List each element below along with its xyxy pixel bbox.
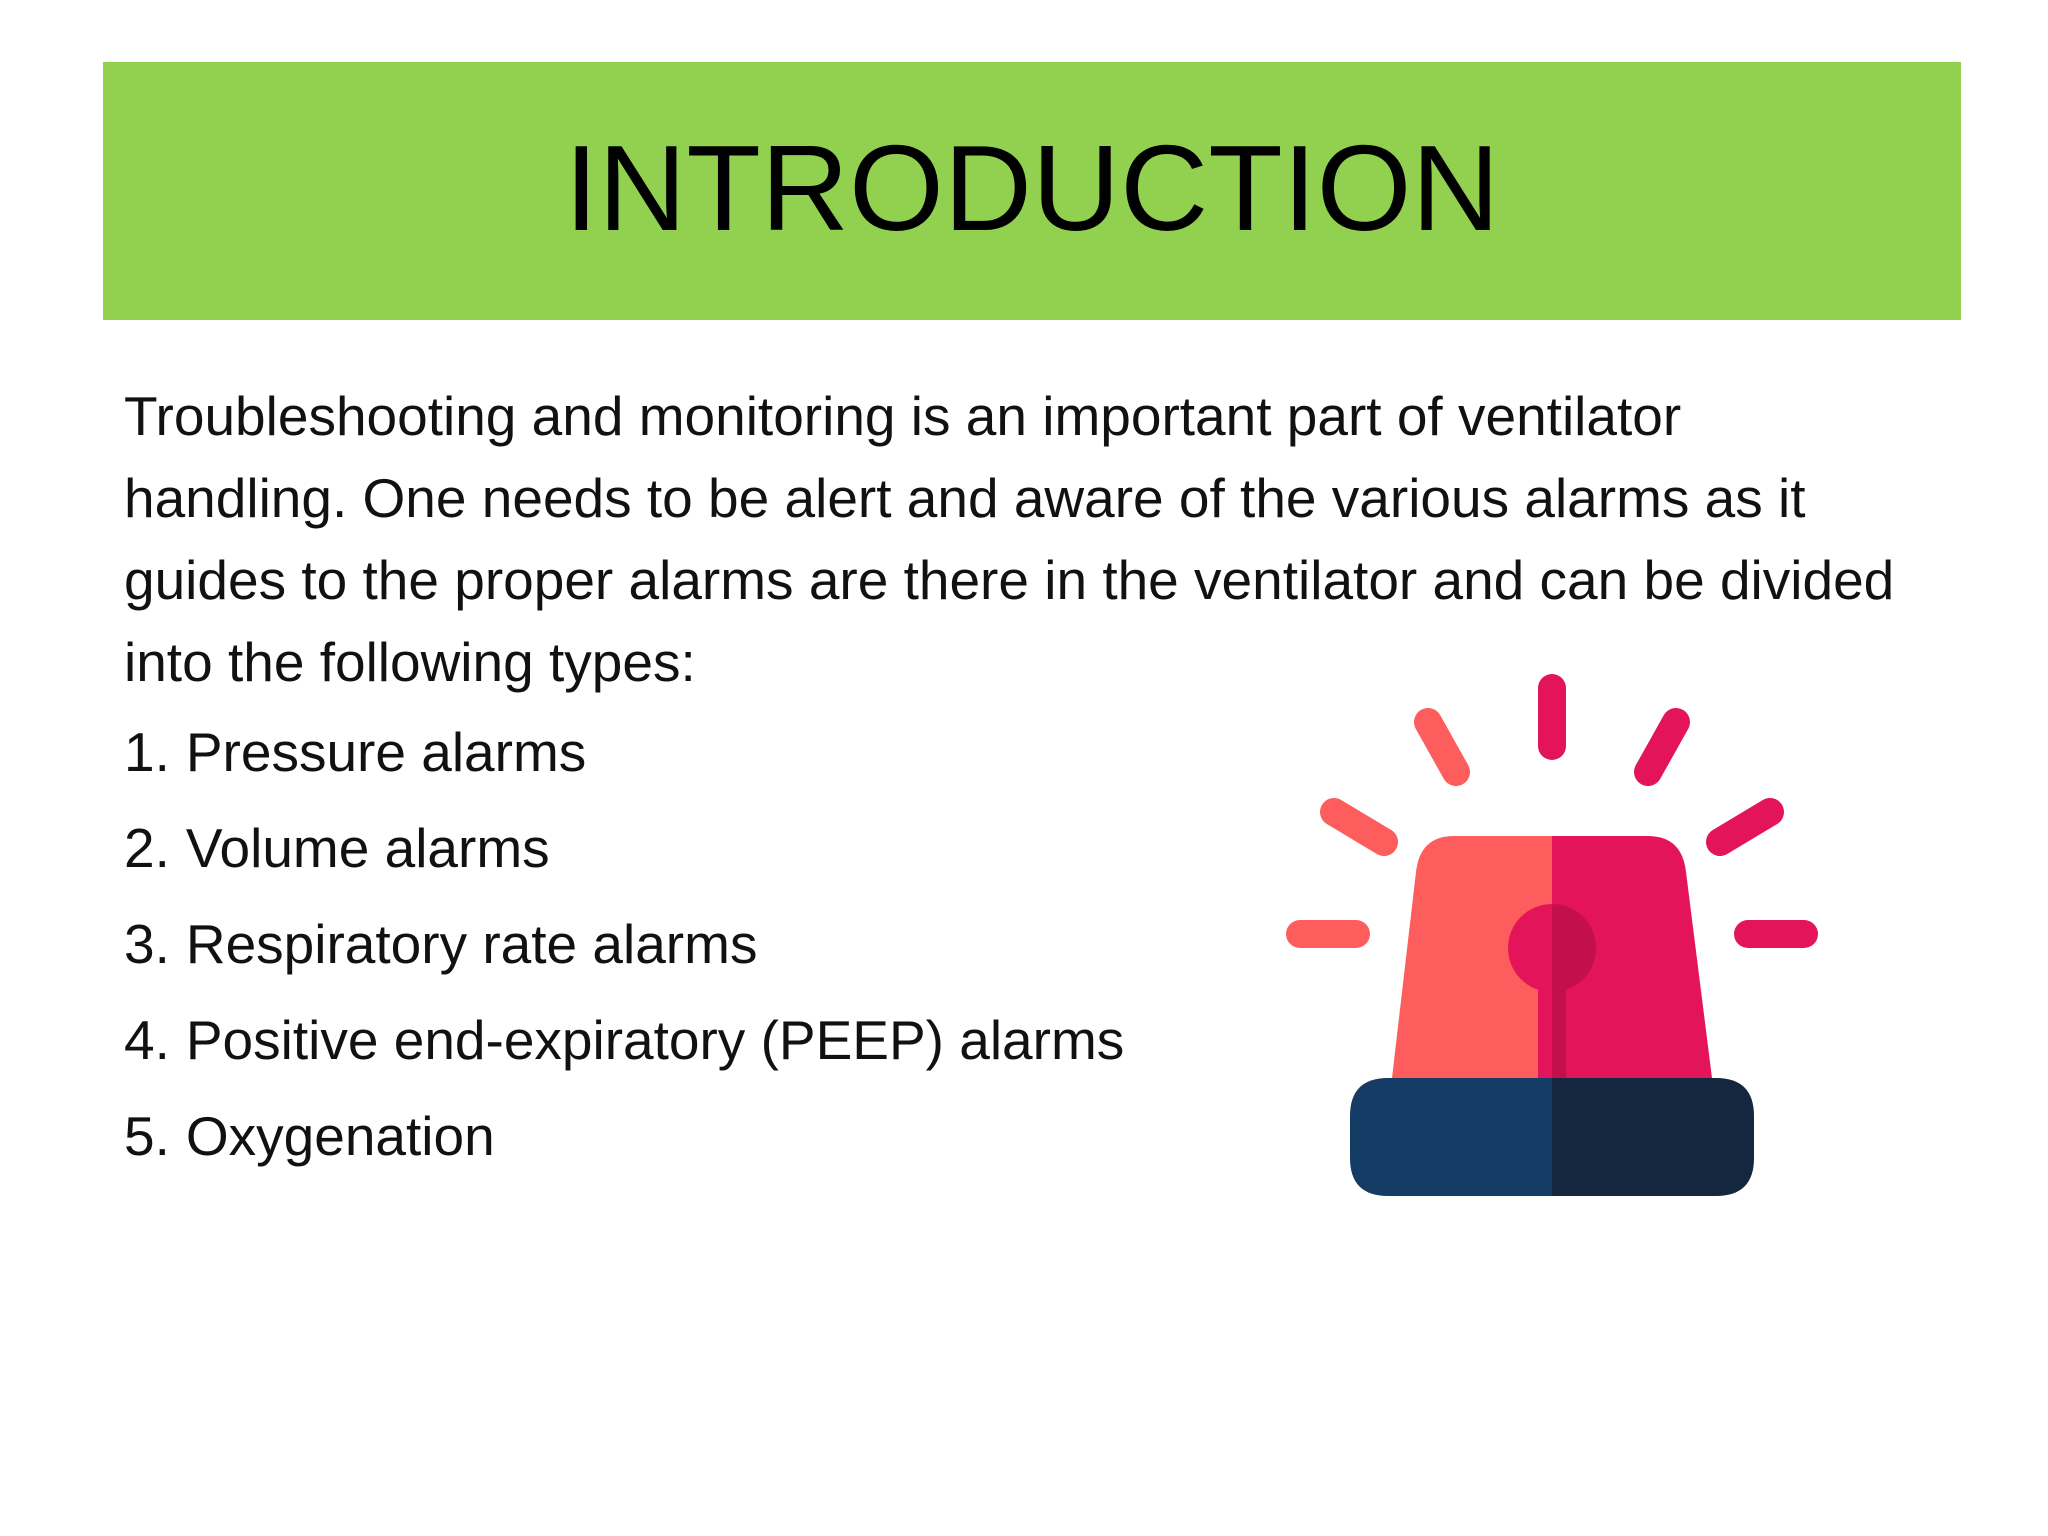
list-item-number: 3.	[124, 913, 170, 975]
list-item-label: Pressure alarms	[185, 721, 587, 783]
list-item-label: Oxygenation	[185, 1105, 495, 1167]
ray-mid-left	[1334, 812, 1384, 842]
list-item-number: 5.	[124, 1105, 170, 1167]
list-item-number: 4.	[124, 1009, 170, 1071]
list-item-label: Positive end-expiratory (PEEP) alarms	[185, 1009, 1125, 1071]
siren-alarm-icon	[1280, 668, 1860, 1228]
siren-base-right	[1552, 1078, 1754, 1196]
siren-base-left	[1350, 1078, 1552, 1196]
slide-title: INTRODUCTION	[564, 120, 1500, 256]
intro-paragraph: Troubleshooting and monitoring is an important part of ventilator handling. One needs to be alert and aware of the various alarms as it guides to the proper alarms are there in the ventilator and can be divided into the following types:	[124, 385, 1895, 693]
list-item-label: Volume alarms	[185, 817, 550, 879]
ray-upper-left	[1428, 722, 1456, 772]
list-item-label: Respiratory rate alarms	[185, 913, 758, 975]
title-banner	[103, 62, 1961, 320]
list-item-number: 1.	[124, 721, 170, 783]
list-item-number: 2.	[124, 817, 170, 879]
ray-upper-right	[1648, 722, 1676, 772]
siren-lamp-stem-right	[1552, 968, 1566, 1078]
ray-mid-right	[1720, 812, 1770, 842]
siren-lamp-stem-left	[1538, 968, 1552, 1078]
